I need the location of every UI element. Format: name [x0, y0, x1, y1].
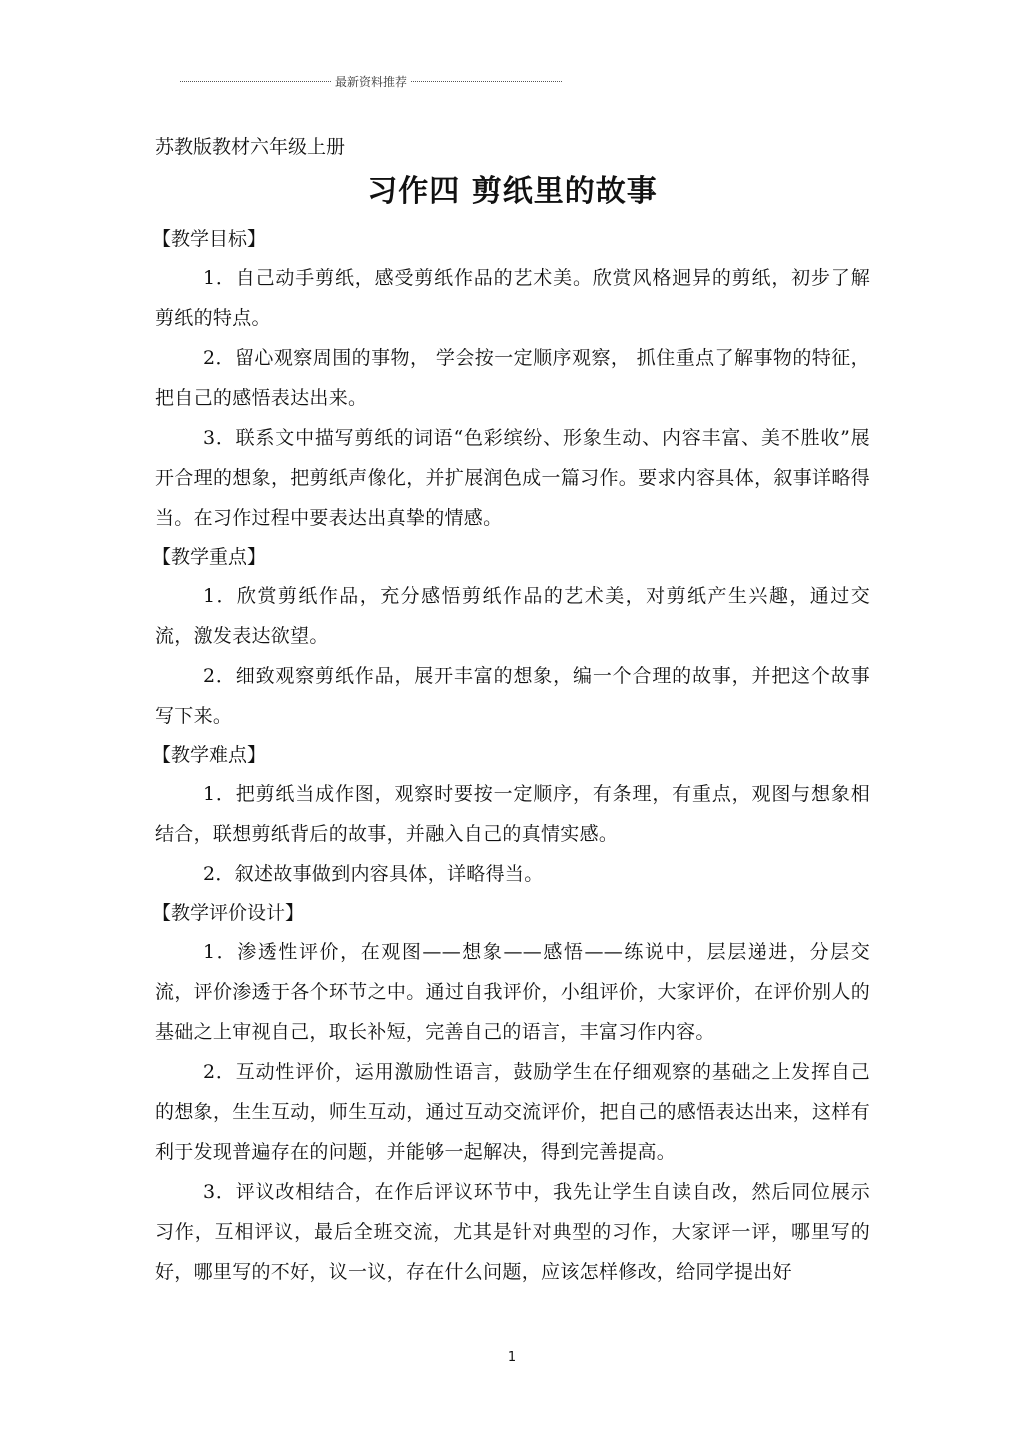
paragraph: 1．把剪纸当成作图，观察时要按一定顺序，有条理，有重点，观图与想象相结合，联想剪纸背后的故事，并融入自己的真情实感。 — [155, 783, 870, 845]
document-body — [152, 130, 870, 1292]
section-heading: 【教学重点】 — [152, 546, 267, 568]
section-teaching-focus — [152, 538, 870, 736]
header-dotted-rule-right — [411, 81, 562, 82]
paragraph: 1．自己动手剪纸，感受剪纸作品的艺术美。欣赏风格迥异的剪纸，初步了解剪纸的特点。 — [155, 267, 870, 329]
paragraph: 1．渗透性评价，在观图——想象——感悟——练说中，层层递进，分层交流，评价渗透于各个环节之中。通过自我评价，小组评价，大家评价，在评价别人的基础之上审视自己，取长补短，完善自己的语言，丰富习作内容。 — [155, 941, 870, 1043]
paragraph: 1．欣赏剪纸作品，充分感悟剪纸作品的艺术美，对剪纸产生兴趣，通过交流，激发表达欲望。 — [155, 585, 870, 647]
section-heading: 【教学目标】 — [152, 228, 267, 250]
paragraph: 3．联系文中描写剪纸的词语“色彩缤纷、形象生动、内容丰富、美不胜收”展开合理的想象，把剪纸声像化，并扩展润色成一篇习作。要求内容具体，叙事详略得当。在习作过程中要表达出真挚的情感。 — [155, 427, 870, 529]
paragraph: 2．叙述故事做到内容具体，详略得当。 — [203, 863, 544, 885]
paragraph: 2．细致观察剪纸作品，展开丰富的想象，编一个合理的故事，并把这个故事写下来。 — [155, 665, 870, 727]
section-teaching-difficulties — [152, 736, 870, 894]
document-title: 习作四 剪纸里的故事 — [367, 174, 658, 209]
paragraph: 2．留心观察周围的事物， 学会按一定顺序观察， 抓住重点了解事物的特征，把自己的感悟表达出来。 — [155, 347, 870, 409]
section-heading: 【教学评价设计】 — [152, 902, 305, 924]
section-teaching-goals — [152, 220, 870, 538]
page-number: 1 — [507, 1350, 517, 1365]
header-text: 最新资料推荐 — [335, 75, 408, 89]
section-heading: 【教学难点】 — [152, 744, 267, 766]
page-header — [180, 73, 562, 90]
paragraph: 2．互动性评价，运用激励性语言，鼓励学生在仔细观察的基础之上发挥自己的想象，生生互动，师生互动，通过互动交流评价，把自己的感悟表达出来，这样有利于发现普遍存在的问题，并能够一起解决，得到完善提高。 — [155, 1061, 870, 1163]
section-evaluation-design — [152, 894, 870, 1292]
paragraph: 3．评议改相结合，在作后评议环节中，我先让学生自读自改，然后同位展示习作，互相评议，最后全班交流，尤其是针对典型的习作，大家评一评，哪里写的好，哪里写的不好，议一议，存在什么问题，应该怎样修改，给同学提出好 — [155, 1181, 870, 1283]
header-dotted-rule-left — [180, 81, 331, 82]
course-label: 苏教版教材六年级上册 — [155, 136, 346, 158]
